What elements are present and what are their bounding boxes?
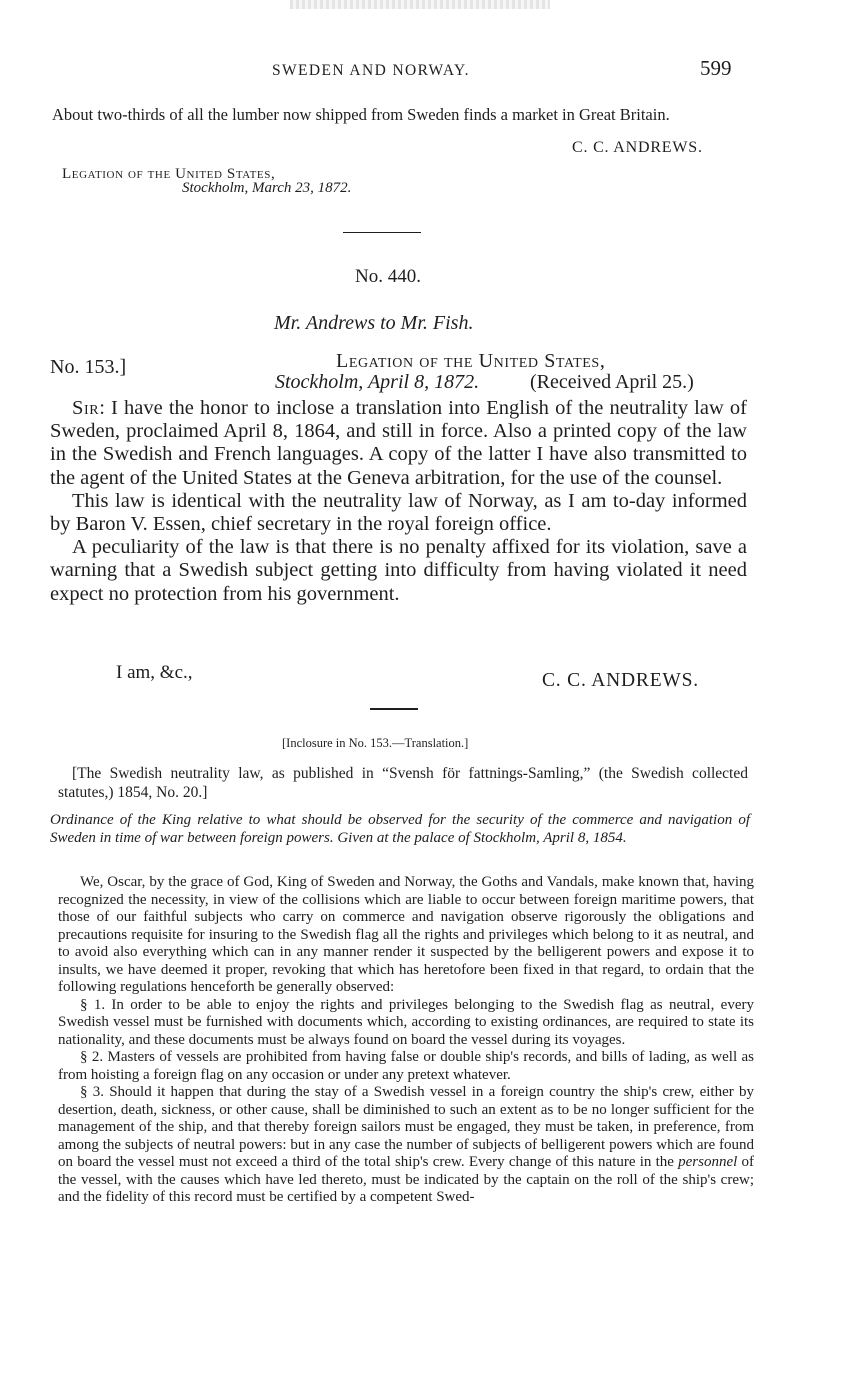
letter-paragraph-2: This law is identical with the neutrality law of Norway, as I am to-day informed by Baron V. Essen, chief secretary in the royal foreign office. — [50, 489, 747, 536]
statute-note: [The Swedish neutrality law, as published in “Svensh för fattnings-Samling,” (the Swedish collected statutes,) 1854, No. 20.] — [58, 765, 748, 801]
dispatch-number: No. 153.] — [50, 356, 127, 378]
document-number: No. 440. — [355, 266, 421, 287]
page-number: 599 — [700, 56, 732, 80]
ordinance-body — [58, 874, 754, 1207]
section-divider — [343, 232, 421, 233]
legation-heading-1: Legation of the United States, — [62, 166, 276, 182]
document-title: Mr. Andrews to Mr. Fish. — [274, 312, 474, 334]
legation-heading-2: Legation of the United States, — [336, 350, 606, 372]
closing: I am, &c., — [116, 662, 193, 683]
letter-paragraph-1: Sir: I have the honor to inclose a translation into English of the neutrality law of Sweden, proclaimed April 8, 1864, and still in force. Also a printed copy of the law in the Swedish and French languages. A copy of the latter I have also transmitted to the agent of the United States at the Geneva arbitration, for the use of the counsel. — [50, 397, 747, 489]
section-divider-2 — [370, 708, 418, 710]
scan-edge-mark — [290, 0, 550, 9]
lumber-note: About two-thirds of all the lumber now shipped from Sweden finds a market in Great Britain. — [52, 105, 670, 124]
letter-paragraph-3: A peculiarity of the law is that there is no penalty affixed for its violation, save a warning that a Swedish subject getting into difficulty from having violated it need expect no protection from his government. — [50, 536, 747, 605]
salutation: Sir — [72, 397, 100, 419]
preamble-paragraph: We, Oscar, by the grace of God, King of Sweden and Norway, the Goths and Vandals, make known that, having recognized the necessity, in view of the collisions which are liable to occur between foreign maritime powers, that those of our faithful subjects who carry on commerce and navigation observe rigorously the obligations and precautions requisite for insuring to the Swedish flag all the rights and privileges which belong to it as neutral, and to avoid also everything which can in any manner render it suspected by the belligerent powers and expose it to insults, we have deemed it proper, revoking that which has heretofore been fixed in that regard, to ordain that the following regulations henceforth be generally observed: — [58, 874, 754, 995]
inclosure-label: [Inclosure in No. 153.—Translation.] — [282, 736, 469, 750]
section-1: § 1. In order to be able to enjoy the rights and privileges belonging to the Swedish flag as neutral, every Swedish vessel must be furnished with documents which, according to existing ordinances, are required to state its nationality, and these documents must be always found on board the vessel during its voyages. — [58, 996, 754, 1048]
running-header: SWEDEN AND NORWAY. — [272, 62, 470, 79]
letter-body — [50, 397, 747, 606]
section-2: § 2. Masters of vessels are prohibited from having false or double ship's records, and bills of lading, as well as from hoisting a foreign flag on any occasion or under any pretext whatever. — [58, 1049, 754, 1083]
legation-date-2: Stockholm, April 8, 1872. — [275, 371, 480, 393]
ordinance-title: Ordinance of the King relative to what should be observed for the security of the commerce and navigation of Sweden in time of war between foreign powers. Given at the palace of Stockholm, April 8, 1854. — [50, 812, 750, 846]
legation-date-1: Stockholm, March 23, 1872. — [182, 180, 352, 196]
received-date: (Received April 25.) — [530, 371, 694, 393]
signature-andrews-1: C. C. ANDREWS. — [572, 139, 703, 156]
section-3: § 3. Should it happen that during the stay of a Swedish vessel in a foreign country the ship's crew, either by desertion, death, sickness, or other cause, shall be diminished to such an extent as to be no longer sufficient for the management of the ship, and that thereby foreign sailors must be engaged, they must be taken, in preference, from among the subjects of neutral powers: but in any case the number of subjects of belligerent powers which are found on board the vessel must not exceed a third of the total ship's crew. Every change of this nature in the personnel of the vessel, with the causes which have led thereto, must be indicated by the captain on the roll of the ship's crew; and the fidelity of this record must be certified by a competent Swed- — [58, 1084, 755, 1205]
signature-andrews-2: C. C. ANDREWS. — [542, 670, 699, 691]
